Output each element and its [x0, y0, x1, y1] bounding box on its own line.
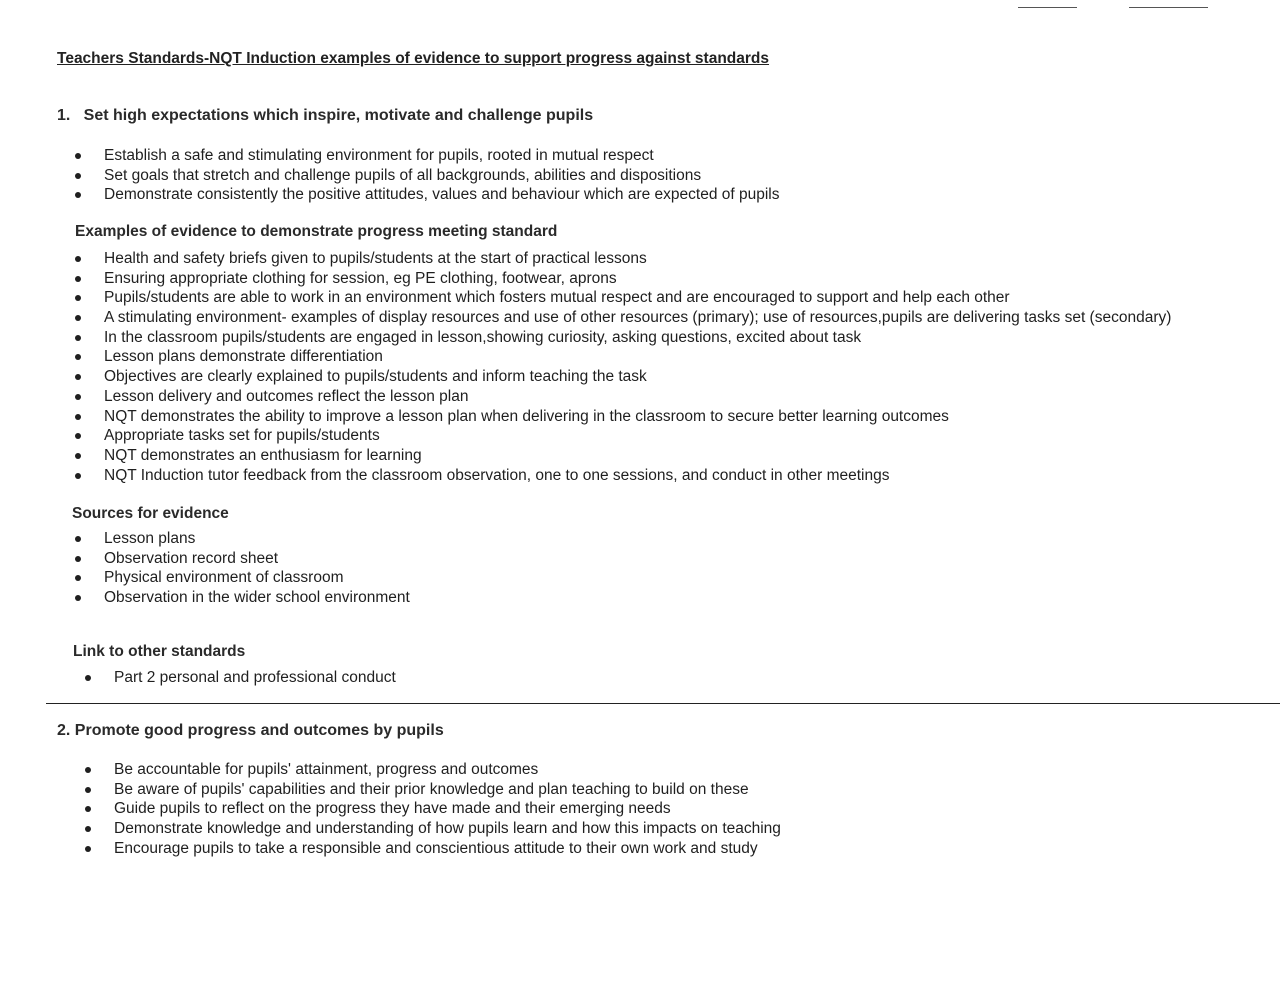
section-divider: [46, 703, 1280, 704]
list-item: Be aware of pupils' capabilities and their prior knowledge and plan teaching to build on these: [83, 780, 781, 800]
examples-heading: Examples of evidence to demonstrate progress meeting standard: [75, 223, 558, 240]
examples-list: [73, 249, 1171, 485]
list-item: Observation record sheet: [73, 549, 410, 569]
document-title: Teachers Standards-NQT Induction examples of evidence to support progress against standards: [57, 50, 770, 67]
list-item: NQT demonstrates an enthusiasm for learning: [73, 446, 1171, 466]
list-item: NQT Induction tutor feedback from the classroom observation, one to one sessions, and conduct in other meetings: [73, 466, 1171, 486]
list-item: Encourage pupils to take a responsible and conscientious attitude to their own work and study: [83, 839, 781, 859]
header-rule-left: [1018, 7, 1077, 8]
link-list: [83, 668, 396, 688]
section2-standards-list: [83, 760, 781, 858]
list-item: Set goals that stretch and challenge pupils of all backgrounds, abilities and dispositions: [73, 166, 780, 186]
section2-heading: 2. Promote good progress and outcomes by pupils: [57, 722, 444, 739]
section1-heading: 1. Set high expectations which inspire, motivate and challenge pupils: [57, 107, 594, 124]
list-item: Lesson delivery and outcomes reflect the lesson plan: [73, 387, 1171, 407]
list-item: Ensuring appropriate clothing for session, eg PE clothing, footwear, aprons: [73, 269, 1171, 289]
list-item: Demonstrate consistently the positive attitudes, values and behaviour which are expected of pupils: [73, 185, 780, 205]
list-item: Lesson plans: [73, 529, 410, 549]
list-item: Be accountable for pupils' attainment, progress and outcomes: [83, 760, 781, 780]
list-item: NQT demonstrates the ability to improve a lesson plan when delivering in the classroom to secure better learning outcomes: [73, 407, 1171, 427]
list-item: Guide pupils to reflect on the progress they have made and their emerging needs: [83, 799, 781, 819]
list-item: Part 2 personal and professional conduct: [83, 668, 396, 688]
list-item: Appropriate tasks set for pupils/students: [73, 426, 1171, 446]
list-item: Demonstrate knowledge and understanding of how pupils learn and how this impacts on teaching: [83, 819, 781, 839]
list-item: In the classroom pupils/students are engaged in lesson,showing curiosity, asking questions, excited about task: [73, 328, 1171, 348]
section1-standards-list: [73, 146, 780, 205]
sources-heading: Sources for evidence: [72, 505, 229, 522]
sources-list: [73, 529, 410, 608]
list-item: Health and safety briefs given to pupils/students at the start of practical lessons: [73, 249, 1171, 269]
list-item: Physical environment of classroom: [73, 568, 410, 588]
list-item: Objectives are clearly explained to pupils/students and inform teaching the task: [73, 367, 1171, 387]
list-item: Lesson plans demonstrate differentiation: [73, 347, 1171, 367]
list-item: A stimulating environment- examples of display resources and use of other resources (primary); use of resources,pupils are delivering tasks set (secondary): [73, 308, 1171, 328]
list-item: Establish a safe and stimulating environment for pupils, rooted in mutual respect: [73, 146, 780, 166]
link-heading: Link to other standards: [73, 643, 246, 660]
list-item: Pupils/students are able to work in an environment which fosters mutual respect and are encouraged to support and help each other: [73, 288, 1171, 308]
header-rule-right: [1129, 7, 1208, 8]
list-item: Observation in the wider school environment: [73, 588, 410, 608]
